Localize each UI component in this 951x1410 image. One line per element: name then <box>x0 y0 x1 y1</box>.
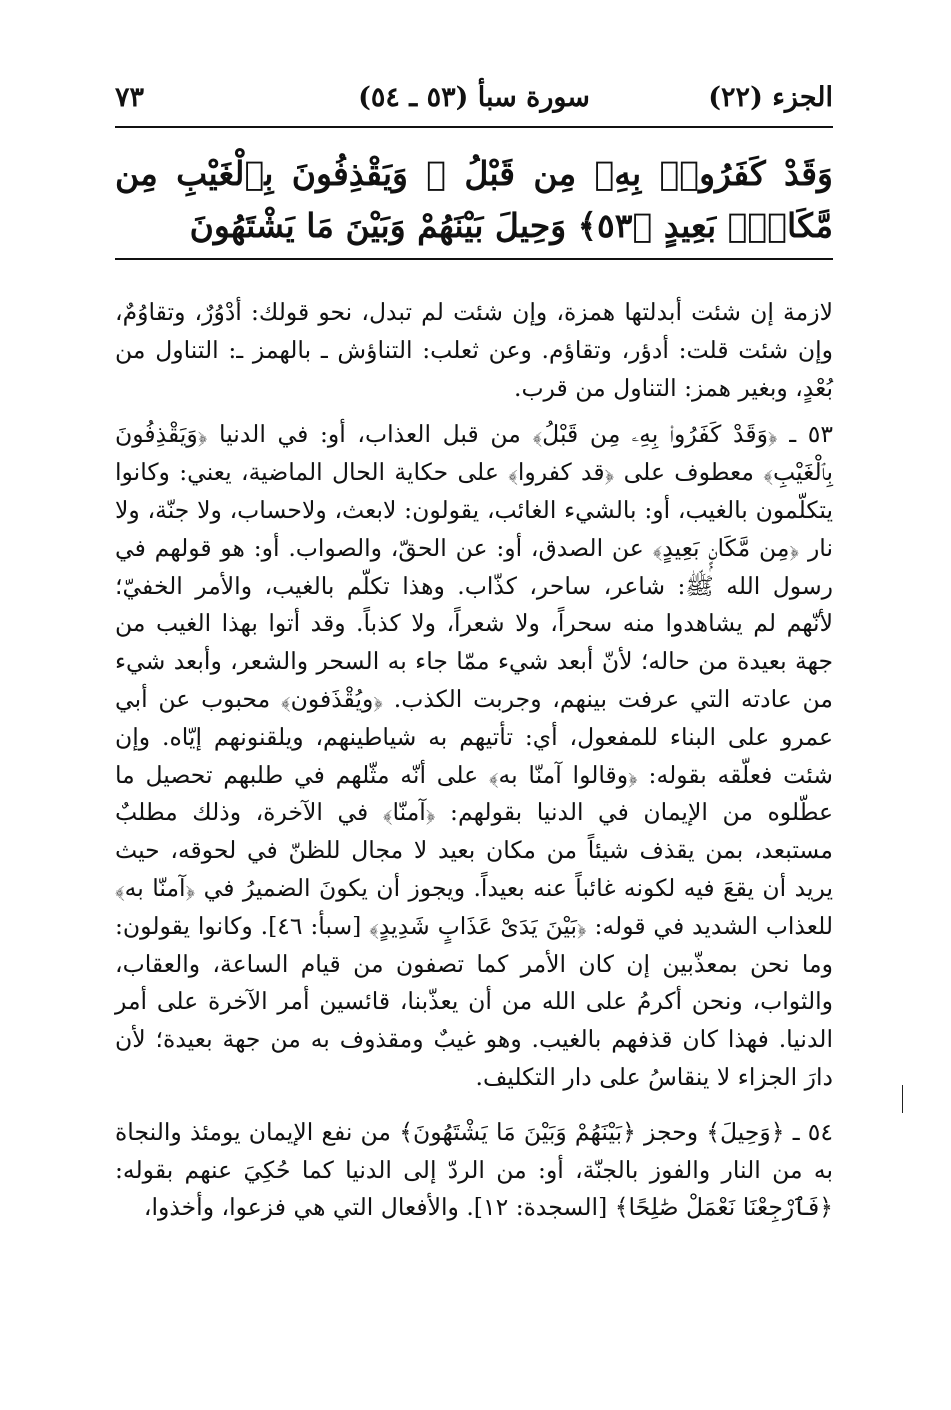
header-divider <box>115 126 833 128</box>
page-number: ٧٣ <box>115 82 145 113</box>
paragraph-verse-53: ٥٣ ـ ﴿وَقَدْ كَفَرُوا۟ بِهِۦ مِن قَبْلُ﴾ من قبل العذاب، أو: في الدنيا ﴿وَيَقْذِفُونَ بِٱلْغَيْبِ﴾ معطوف على ﴿قد كفروا﴾ على حكاية الحال الماضية، يعني: وكانوا يتكلّمون بالغيب، أو: بالشيء الغائب، يقولون: لابعث، ولاحساب، ولا جنّة، ولا نار ﴿مِن مَّكَانٍۭ بَعِيدٍ﴾ عن الصدق، أو: عن الحقّ، والصواب. أو: هو قولهم في رسول الله ﷺ: شاعر، ساحر، كذّاب. وهذا تكلّم بالغيب، والأمر الخفيّ؛ لأنّهم لم يشاهدوا منه سحراً، ولا شعراً، ولا كذباً. وقد أتوا بهذا الغيب من جهة بعيدة من حاله؛ لأنّ أبعد شيء ممّا جاء به السحر والشعر، وأبعد شيء من عادته التي عرفت بينهم، وجربت الكذب. ﴿ويُقْذَفون﴾ محبوب عن أبي عمرو على البناء للمفعول، أي: تأتيهم به شياطينهم، ويلقنونهم إيّاه. وإن شئت فعلّقه بقوله: ﴿وقالوا آمنّا به﴾ على أنّه مثّلهم في طلبهم تحصيل ما عطّلوه من الإيمان في الدنيا بقولهم: ﴿آمنّا﴾ في الآخرة، وذلك مطلبٌ مستبعد، بمن يقذف شيئاً من مكان بعيد لا مجال للظنّ في لحوقه، حيث يريد أن يقعَ فيه لكونه غائباً عنه بعيداً. ويجوز أن يكونَ الضميرُ في ﴿آمنّا به﴾ للعذاب الشديد في قوله: ﴿بَيْنَ يَدَىْ عَذَابٍ شَدِيدٍ﴾ [سبأ: ٤٦]. وكانوا يقولون: وما نحن بمعذّبين إن كان الأمر كما تصفون من قيام الساعة، والعقاب، والثواب، ونحن أكرمُ على الله من أن يعذّبنا، قائسين أمر الآخرة على أمر الدنيا. فهذا كان قذفهم بالغيب. وهو غيبٌ ومقذوف به من جهة بعيدة؛ لأن دارَ الجزاء لا ينقاسُ على دار التكليف. <box>115 420 834 1091</box>
quran-verse-block: وَقَدْ كَفَرُوا۟ بِهِۦ مِن قَبْلُ ۖ وَيَقْذِفُونَ بِٱلْغَيْبِ مِن مَّكَانٍۭ بَعِيدٍ ﴿٥٣﴾ وَحِيلَ بَيْنَهُمْ وَبَيْنَ مَا يَشْتَهُونَ <box>115 154 833 245</box>
paragraph-continuation: لازمة إن شئت أبدلتها همزة، وإن شئت لم تبدل، نحو قولك: أدْوُرٌ، وتقاوُمٌ، وإن شئت قلت: أدؤر، وتقاؤم. وعن ثعلب: التناؤش ـ بالهمز ـ: التناول من بُعْدٍ، وبغير همز: التناول من قرب. <box>115 298 833 402</box>
paragraph-verse-54: ٥٤ ـ ﴿وَحِيلَ﴾ وحجز ﴿بَيْنَهُمْ وَبَيْنَ مَا يَشْتَهُونَ﴾ من نفع الإيمان يومئذ والنجاة به من النار والفوز بالجنّة، أو: من الردّ إلى الدنيا كما حُكِيَ عنهم بقوله: ﴿فَٱرْجِعْنَا نَعْمَلْ صَٰلِحًا﴾ [السجدة: ١٢]. والأفعال التي هي فزعوا، وأخذوا، <box>115 1117 833 1222</box>
page-header <box>115 82 833 122</box>
verse-divider <box>115 258 833 260</box>
margin-mark <box>902 1085 903 1113</box>
juz-label: الجزء (٢٢) <box>708 82 833 113</box>
commentary-text <box>115 294 833 1227</box>
surah-title: سورة سبأ (٥٣ ـ ٥٤) <box>358 82 590 113</box>
